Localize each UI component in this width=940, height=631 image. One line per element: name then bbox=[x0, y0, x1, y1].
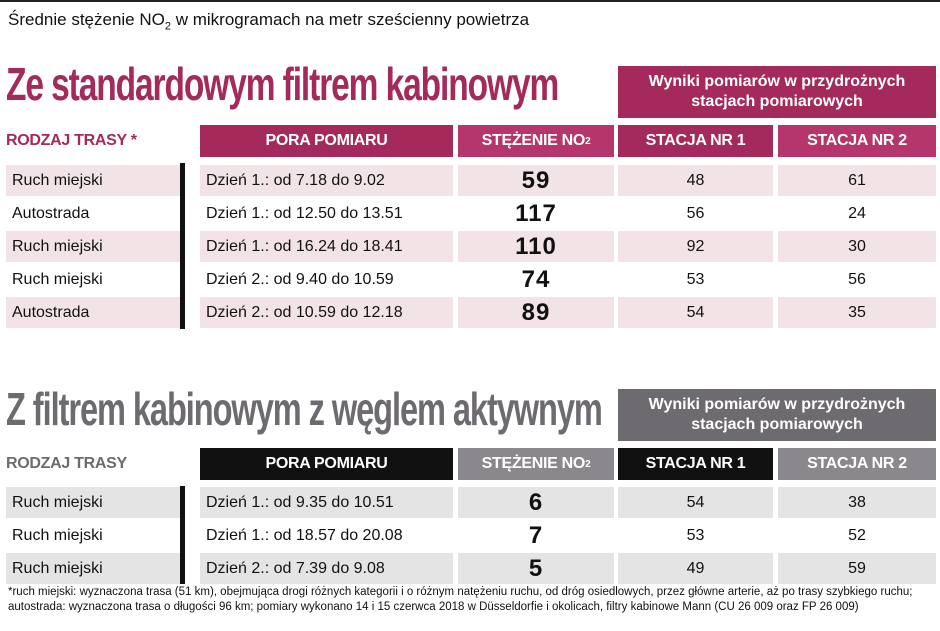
concentration-cell: 89 bbox=[458, 297, 614, 328]
route-cell: Ruch miejski bbox=[12, 270, 103, 288]
route-cell: Ruch miejski bbox=[6, 231, 180, 262]
time-cell: Dzień 1.: od 16.24 do 18.41 bbox=[200, 231, 453, 262]
table2-title: Z filtrem kabinowym z węglem aktywnym bbox=[6, 383, 602, 435]
concentration-cell: 74 bbox=[521, 265, 551, 293]
table1-divider bbox=[180, 163, 185, 329]
station1-cell: 92 bbox=[618, 231, 773, 262]
station2-cell: 38 bbox=[778, 487, 936, 518]
table2-header-time: PORA POMIARU bbox=[200, 448, 453, 480]
footnote: *ruch miejski: wyznaczona trasa (51 km), obejmująca drogi różnych kategorii i o różnym natężeniu ruchu, od dróg osiedlowych, przez główne arterie, aż po trasy szybkiego ruchu; autostrada: wyznaczona trasa o długości 96 km; pomiary wykonano 14 i 15 czerwca 2018 w Düsseldorfie i okolicach, filtry kabinowe Mann (CU 26 009 oraz FP 26 009) bbox=[8, 586, 913, 613]
time-cell: Dzień 1.: od 18.57 do 20.08 bbox=[206, 526, 403, 544]
table1-header-route: RODZAJ TRASY * bbox=[6, 132, 137, 149]
station1-cell: 53 bbox=[686, 526, 705, 544]
table2-header-route: RODZAJ TRASY bbox=[6, 455, 127, 472]
station2-cell: 24 bbox=[848, 204, 866, 222]
station1-cell: 54 bbox=[618, 297, 773, 328]
time-cell: Dzień 1.: od 12.50 do 13.51 bbox=[206, 204, 403, 222]
station1-cell: 48 bbox=[618, 165, 773, 196]
route-cell: Ruch miejski bbox=[6, 165, 180, 196]
time-cell: Dzień 1.: od 7.18 do 9.02 bbox=[200, 165, 453, 196]
station2-cell: 56 bbox=[848, 270, 866, 288]
table2-header-conc: STĘŻENIE NO 2 bbox=[458, 448, 614, 480]
route-cell: Ruch miejski bbox=[12, 526, 103, 544]
station2-cell: 35 bbox=[778, 297, 936, 328]
concentration-cell: 59 bbox=[458, 165, 614, 196]
time-cell: Dzień 2.: od 10.59 do 12.18 bbox=[200, 297, 453, 328]
station2-cell: 59 bbox=[778, 553, 936, 584]
time-cell: Dzień 2.: od 9.40 do 10.59 bbox=[206, 270, 394, 288]
route-cell: Autostrada bbox=[6, 297, 180, 328]
station2-cell: 30 bbox=[778, 231, 936, 262]
time-cell: Dzień 1.: od 9.35 do 10.51 bbox=[200, 487, 453, 518]
concentration-cell: 6 bbox=[458, 487, 614, 518]
table1-header-time: PORA POMIARU bbox=[200, 125, 453, 157]
station2-cell: 52 bbox=[848, 526, 866, 544]
route-cell: Ruch miejski bbox=[6, 553, 180, 584]
top-rule bbox=[0, 0, 940, 2]
table1-header-conc: STĘŻENIE NO 2 bbox=[458, 125, 614, 157]
station1-cell: 54 bbox=[618, 487, 773, 518]
concentration-cell: 5 bbox=[458, 553, 614, 584]
station1-cell: 56 bbox=[686, 204, 705, 222]
table2-header-station2: STACJA NR 2 bbox=[778, 448, 936, 480]
table1-station-box: Wyniki pomiarów w przydrożnych stacjach pomiarowych bbox=[618, 66, 936, 118]
station1-cell: 53 bbox=[686, 270, 705, 288]
chart-subtitle: Średnie stężenie $NO_2$ w mikrogramach na metr sześcienny powietrza bbox=[8, 10, 530, 33]
concentration-cell: 117 bbox=[515, 199, 557, 227]
table1-header-station1: STACJA NR 1 bbox=[618, 125, 773, 157]
station1-cell: 49 bbox=[618, 553, 773, 584]
station2-cell: 61 bbox=[778, 165, 936, 196]
time-cell: Dzień 2.: od 7.39 do 9.08 bbox=[200, 553, 453, 584]
route-cell: Autostrada bbox=[12, 204, 90, 222]
table2-divider bbox=[180, 486, 185, 584]
concentration-cell: 110 bbox=[458, 231, 614, 262]
concentration-cell: 7 bbox=[528, 521, 544, 549]
route-cell: Ruch miejski bbox=[6, 487, 180, 518]
table1-header-station2: STACJA NR 2 bbox=[778, 125, 936, 157]
table2-header-station1: STACJA NR 1 bbox=[618, 448, 773, 480]
table1-title: Ze standardowym filtrem kabinowym bbox=[6, 58, 559, 110]
table2-station-box: Wyniki pomiarów w przydrożnych stacjach pomiarowych bbox=[618, 389, 936, 441]
